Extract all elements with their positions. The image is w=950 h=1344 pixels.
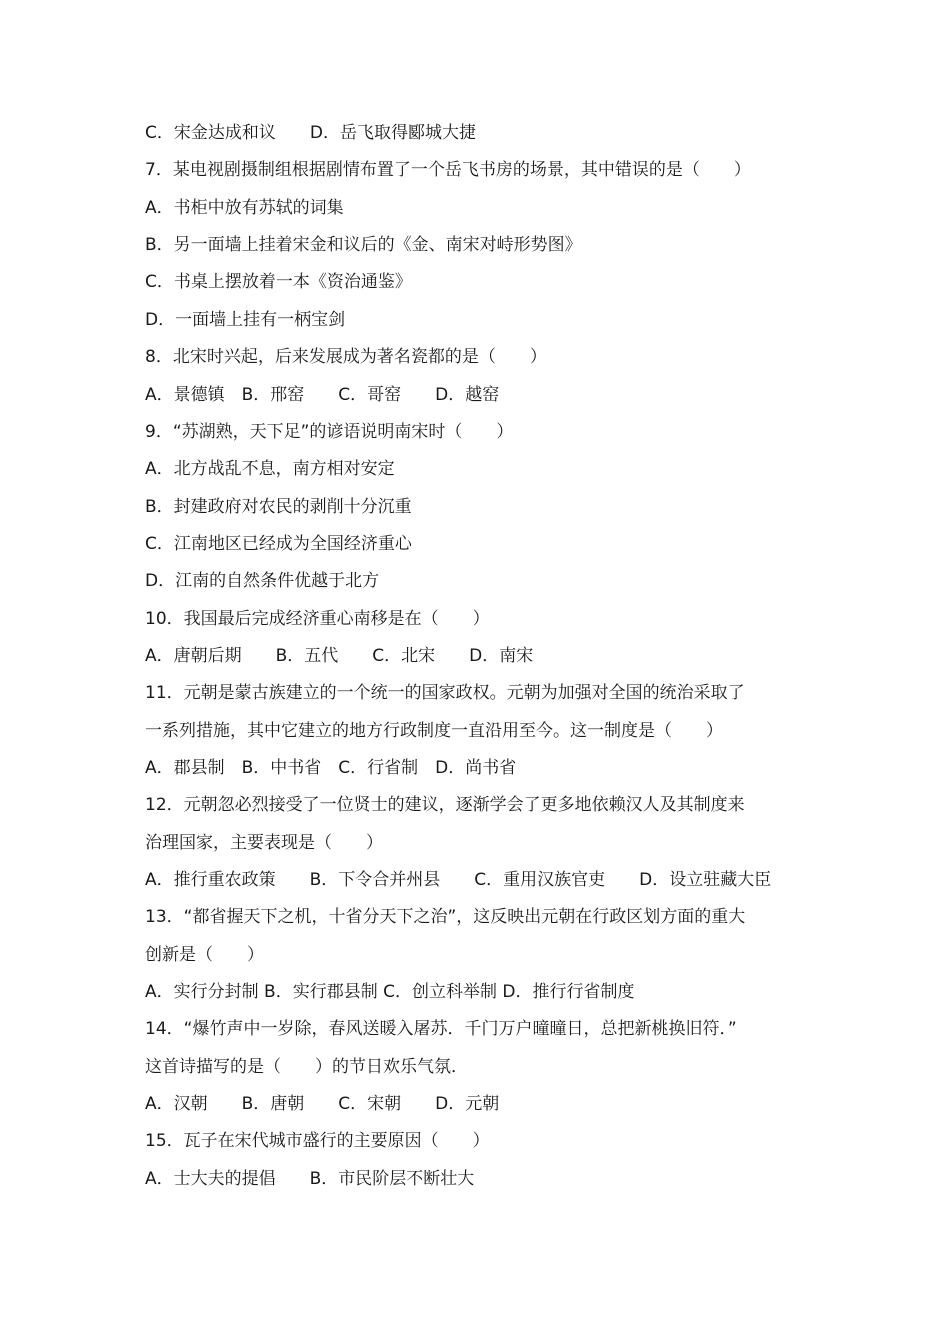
text-line: A．北方战乱不息，南方相对安定 <box>145 459 395 479</box>
text-line: 12．元朝忽必烈接受了一位贤士的建议，逐渐学会了更多地依赖汉人及其制度来 <box>145 795 745 815</box>
text-line: A．实行分封制 B．实行郡县制 C．创立科举制 D．推行行省制度 <box>145 982 635 1002</box>
text-line: 11．元朝是蒙古族建立的一个统一的国家政权。元朝为加强对全国的统治采取了 <box>145 683 745 703</box>
text-line: 7．某电视剧摄制组根据剧情布置了一个岳飞书房的场景，其中错误的是（ ） <box>145 160 751 180</box>
text-line: 15．瓦子在宋代城市盛行的主要原因（ ） <box>145 1131 490 1151</box>
text-line: A．士大夫的提倡 B．市民阶层不断壮大 <box>145 1169 475 1189</box>
text-line: C．书桌上摆放着一本《资治通鉴》 <box>145 272 412 292</box>
text-line: C．宋金达成和议 D．岳飞取得郾城大捷 <box>145 123 476 143</box>
text-line: 创新是（ ） <box>145 945 264 965</box>
text-line: D．江南的自然条件优越于北方 <box>145 571 380 591</box>
text-line: A．郡县制 B．中书省 C．行省制 D．尚书省 <box>145 758 517 778</box>
text-line: A．汉朝 B．唐朝 C．宋朝 D．元朝 <box>145 1094 500 1114</box>
text-line: 这首诗描写的是（ ）的节日欢乐气氛． <box>145 1057 468 1077</box>
text-line: 一系列措施，其中它建立的地方行政制度一直沿用至今。这一制度是（ ） <box>145 721 723 741</box>
text-line: 9．“苏湖熟，天下足”的谚语说明南宋时（ ） <box>145 422 514 442</box>
text-line: 13．“都省握天下之机，十省分天下之治”，这反映出元朝在行政区划方面的重大 <box>145 907 746 927</box>
text-line: 14．“爆竹声中一岁除，春风送暖入屠苏．千门万户曈曈日，总把新桃换旧符．” <box>145 1019 737 1039</box>
text-line: B．另一面墙上挂着宋金和议后的《金、南宋对峙形势图》 <box>145 235 582 255</box>
text-line: 10．我国最后完成经济重心南移是在（ ） <box>145 609 490 629</box>
text-line: A．景德镇 B．邢窑 C．哥窑 D．越窑 <box>145 385 500 405</box>
text-line: A．唐朝后期 B．五代 C．北宋 D．南宋 <box>145 646 534 666</box>
text-line: A．推行重农政策 B．下令合并州县 C．重用汉族官吏 D．设立驻藏大臣 <box>145 870 772 890</box>
text-line: 治理国家，主要表现是（ ） <box>145 833 383 853</box>
text-line: D．一面墙上挂有一柄宝剑 <box>145 310 346 330</box>
text-line: B．封建政府对农民的剥削十分沉重 <box>145 497 412 517</box>
text-line: A．书柜中放有苏轼的词集 <box>145 198 344 218</box>
text-line: 8．北宋时兴起，后来发展成为著名瓷都的是（ ） <box>145 347 547 367</box>
text-line: C．江南地区已经成为全国经济重心 <box>145 534 412 554</box>
